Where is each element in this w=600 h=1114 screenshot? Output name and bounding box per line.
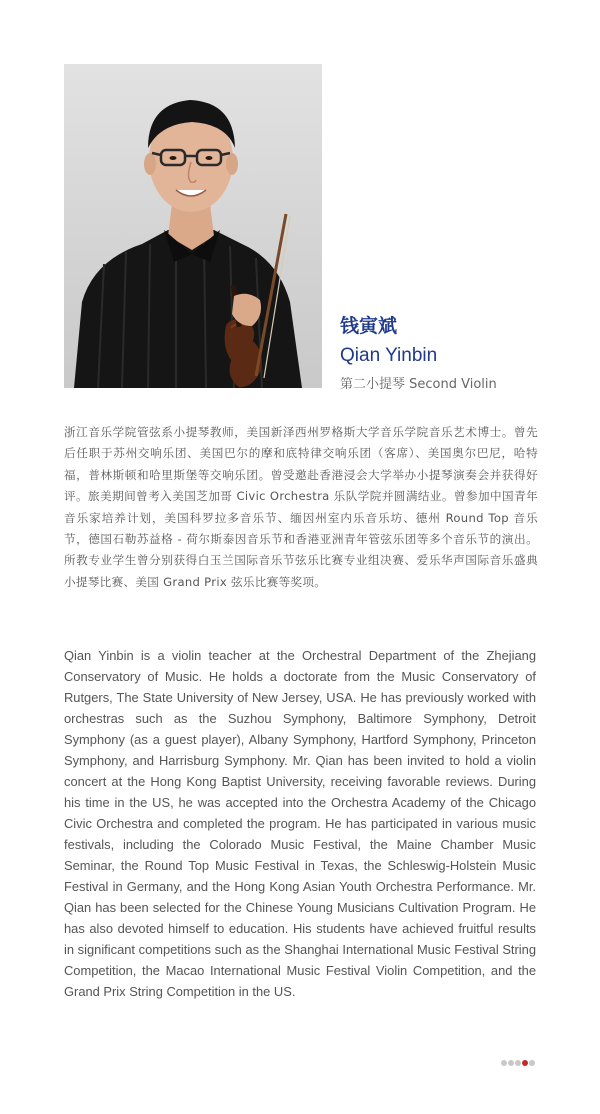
page-dot[interactable]: [501, 1060, 507, 1066]
name-chinese: 钱寅斌: [340, 315, 398, 337]
page-dot[interactable]: [508, 1060, 514, 1066]
page-dot-active[interactable]: [522, 1060, 528, 1066]
page-dot[interactable]: [515, 1060, 521, 1066]
bio-english: Qian Yinbin is a violin teacher at the Orchestral Department of the Zhejiang Conservatory of Music. He holds a doctorate from the Music Conservatory of Rutgers, The State University of New Jersey, USA. He has previously worked with orchestras such as the Suzhou Symphony, Baltimore Symphony, Detroit Symphony (as a guest player), Albany Symphony, Hartford Symphony, Princeton Symphony, and Harrisburg Symphony. Mr. Qian has been invited to hold a violin concert at the Hong Kong Baptist University, receiving favorable reviews. During his time in the US, he was accepted into the Orchestra Academy of the Chicago Civic Orchestra and completed the program. He has participated in various music festivals, including the Colorado Music Festival, the Maine Chamber Music Seminar, the Round Top Music Festival in Texas, the Schleswig-Holstein Music Festival in Germany, and the Hong Kong Asian Youth Orchestra Performance. Mr. Qian has been selected for the Chinese Young Musicians Cultivation Program. He has also devoted himself to education. His students have achieved fruitful results in significant competitions such as the Shanghai International Music Festival String Competition, the Macao International Music Festival Violin Competition, and the Grand Prix String Competition in the US.: [64, 648, 536, 999]
bio-chinese: 浙江音乐学院管弦系小提琴教师，美国新泽西州罗格斯大学音乐学院音乐艺术博士。曾先后任职于苏州交响乐团、美国巴尔的摩和底特律交响乐团（客席）、美国奥尔巴尼，哈特福，普林斯顿和哈里斯堡等交响乐团。曾受邀赴香港浸会大学举办小提琴演奏会并获得好评。旅美期间曾考入美国芝加哥 Civic Orchestra 乐队学院并圆满结业。曾参加中国青年音乐家培养计划，美国科罗拉多音乐节、缅因州室内乐音乐坊、德州 Round Top 音乐节，德国石勒苏益格 - 荷尔斯泰因音乐节和香港亚洲青年管弦乐团等多个音乐节的演出。所教专业学生曾分别获得白玉兰国际音乐节弦乐比赛专业组决赛、爱乐华声国际音乐盛典小提琴比赛、美国 Grand Prix 弦乐比赛等奖项。: [64, 425, 538, 589]
portrait-illustration: [64, 64, 322, 388]
role-label: 第二小提琴 Second Violin: [340, 377, 497, 392]
page-dot[interactable]: [529, 1060, 535, 1066]
portrait-photo: [64, 64, 322, 388]
name-block: [340, 314, 497, 394]
name-english: Qian Yinbin: [340, 345, 438, 366]
page-indicator: [501, 1060, 535, 1066]
